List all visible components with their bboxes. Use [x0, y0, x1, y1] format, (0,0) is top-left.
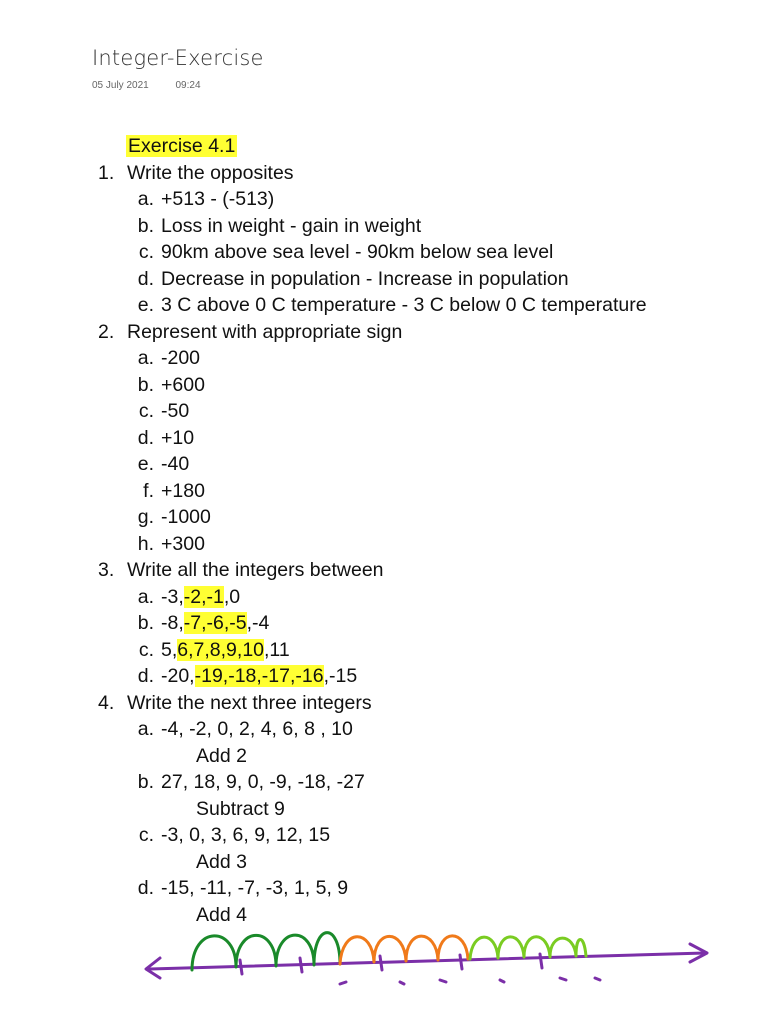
question-text: Represent with appropriate sign: [127, 320, 403, 343]
page-title: Integer-Exercise: [92, 46, 264, 70]
list-item: [0, 610, 768, 637]
question-number: 3.: [98, 559, 115, 581]
item-letter: a.: [137, 347, 154, 369]
list-item: [0, 239, 768, 266]
hand-drawn-number-line: [0, 920, 768, 1024]
item-letter: d.: [137, 267, 154, 290]
list-item: [0, 584, 768, 611]
item-letter: a.: [137, 585, 154, 608]
item-letter: b.: [137, 612, 154, 634]
list-item: [0, 266, 768, 293]
item-letter: e.: [137, 453, 154, 475]
item-text: Decrease in population - Increase in population: [161, 267, 569, 290]
question-text: Write the next three integers: [127, 691, 372, 714]
item-note: [0, 796, 768, 823]
highlighted-answer: -7,-6,-5: [183, 612, 247, 634]
list-item: [0, 345, 768, 372]
item-text: -50: [161, 400, 190, 422]
list-item: [0, 663, 768, 690]
item-letter: e.: [137, 294, 154, 316]
question: [0, 160, 768, 187]
exercise-heading: Exercise 4.1: [128, 135, 236, 157]
item-letter: d.: [137, 665, 154, 687]
item-text: -1000: [161, 506, 211, 528]
question-number: 1.: [98, 161, 115, 184]
list-item: [0, 213, 768, 240]
item-text: 3 C above 0 C temperature - 3 C below 0 C temperature: [161, 294, 647, 316]
list-item: [0, 372, 768, 399]
item-text: -15, -11, -7, -3, 1, 5, 9: [161, 877, 349, 899]
list-item: [0, 531, 768, 558]
item-text: +300: [161, 532, 205, 555]
question: [0, 690, 768, 717]
item-text: 90km above sea level - 90km below sea level: [161, 241, 554, 263]
list-item: [0, 769, 768, 796]
rule-note: Add 3: [196, 850, 247, 873]
item-letter: a.: [137, 718, 154, 740]
item-text: Loss in weight - gain in weight: [161, 214, 422, 237]
highlighted-answer: 6,7,8,9,10: [177, 638, 265, 661]
rule-note: Add 4: [196, 903, 247, 926]
list-item: [0, 716, 768, 743]
question-number: 4.: [98, 691, 115, 714]
question: [0, 319, 768, 346]
item-letter: c.: [138, 824, 154, 846]
item-note: [0, 849, 768, 876]
item-text: +600: [161, 373, 205, 396]
question-number: 2.: [98, 320, 115, 343]
page-timestamp: [92, 80, 201, 91]
partial-marks: [340, 978, 600, 984]
list-item: [0, 478, 768, 505]
item-text: +180: [161, 479, 205, 502]
item-letter: b.: [137, 373, 154, 396]
item-letter: a.: [137, 188, 154, 210]
item-letter: d.: [137, 426, 154, 449]
item-letter: f.: [143, 479, 154, 502]
list-item: [0, 186, 768, 213]
item-letter: c.: [138, 241, 154, 263]
question-text: Write the opposites: [127, 161, 294, 184]
item-text: -3,-2,-1,0: [161, 585, 241, 608]
item-text: 27, 18, 9, 0, -9, -18, -27: [161, 771, 365, 793]
item-text: -40: [161, 453, 190, 475]
list-item: [0, 822, 768, 849]
item-letter: g.: [137, 506, 154, 528]
highlighted-answer: -19,-18,-17,-16: [194, 665, 324, 687]
item-letter: d.: [137, 877, 154, 899]
item-note: [0, 743, 768, 770]
item-text: -8,-7,-6,-5,-4: [161, 612, 270, 634]
item-text: -200: [161, 347, 201, 369]
question: [0, 557, 768, 584]
item-letter: b.: [137, 214, 154, 237]
item-text: -3, 0, 3, 6, 9, 12, 15: [161, 824, 331, 846]
list-item: [0, 425, 768, 452]
page-time: 09:24: [175, 80, 201, 91]
item-text: +10: [161, 426, 195, 449]
item-text: -4, -2, 0, 2, 4, 6, 8 , 10: [161, 718, 353, 740]
exercise-content: [0, 133, 768, 928]
item-letter: b.: [137, 771, 154, 793]
item-letter: c.: [138, 638, 154, 661]
item-text: +513 - (-513): [161, 188, 275, 210]
list-item: [0, 637, 768, 664]
list-item: [0, 292, 768, 319]
rule-note: Subtract 9: [196, 797, 285, 820]
item-text: -20,-19,-18,-17,-16,-15: [161, 665, 358, 687]
list-item: [0, 875, 768, 902]
rule-note: Add 2: [196, 744, 247, 767]
item-letter: c.: [138, 400, 154, 422]
highlighted-answer: -2,-1: [183, 585, 224, 608]
item-text: 5,6,7,8,9,10,11: [161, 638, 290, 661]
item-letter: h.: [137, 532, 154, 555]
list-item: [0, 398, 768, 425]
list-item: [0, 504, 768, 531]
question-text: Write all the integers between: [127, 559, 384, 581]
list-item: [0, 451, 768, 478]
page-date: 05 July 2021: [92, 80, 149, 91]
